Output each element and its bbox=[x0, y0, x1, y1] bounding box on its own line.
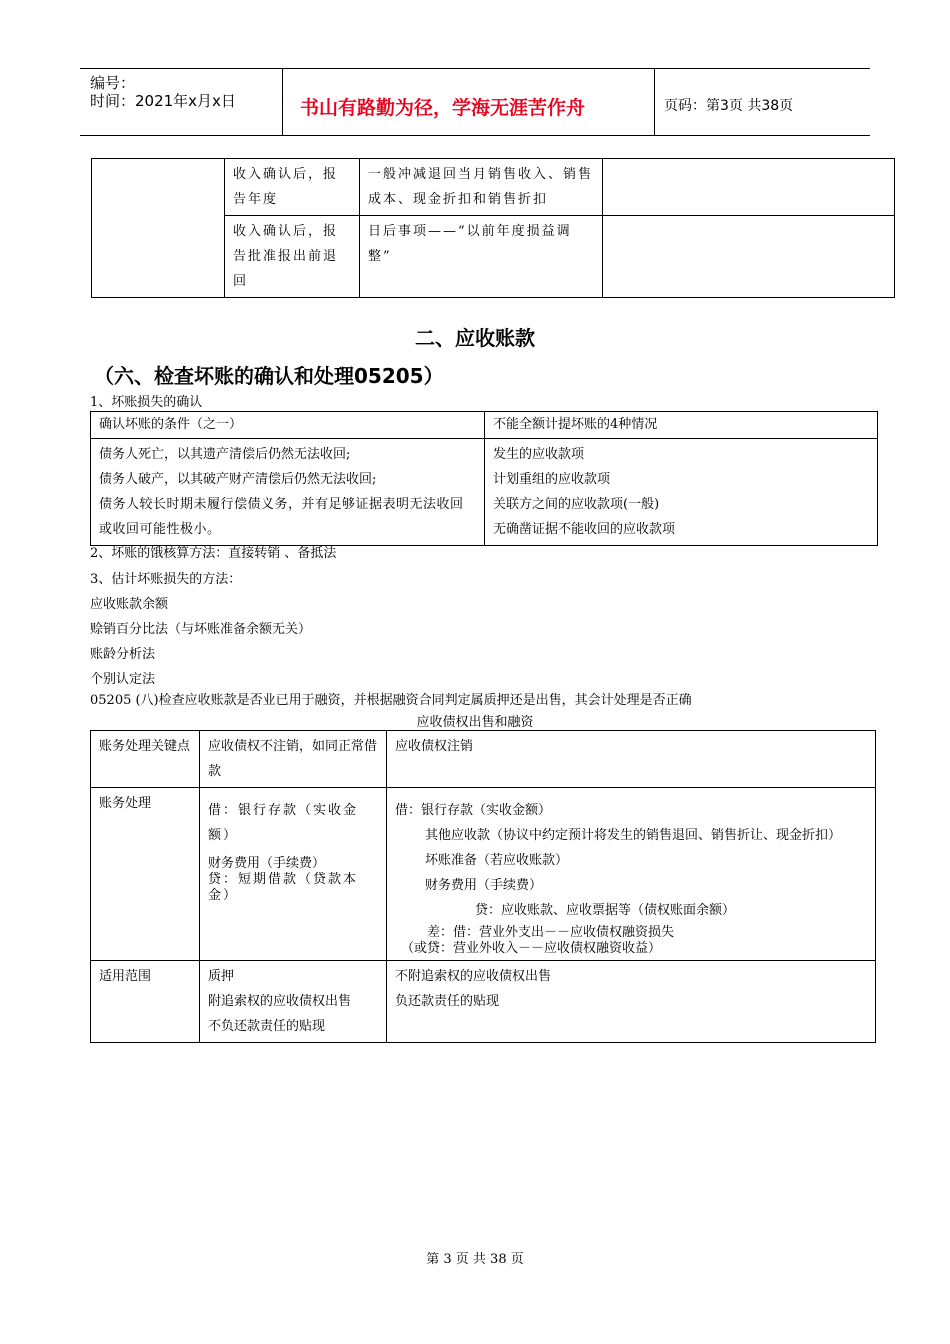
list-item: 计划重组的应收款项 bbox=[493, 472, 611, 487]
header-top-rule bbox=[80, 68, 870, 69]
table-cell: 收入确认后，报告批准报出前退回 bbox=[225, 216, 360, 298]
list-item: 关联方之间的应收款项(一般) bbox=[493, 497, 660, 512]
table-cell bbox=[603, 216, 895, 298]
table-cell: 适用范围 bbox=[91, 961, 200, 1043]
list-item: 借：银行存款（实收金额） bbox=[208, 803, 359, 843]
table-header: 账务处理关键点 bbox=[91, 731, 200, 788]
list-item: 不负还款责任的贴现 bbox=[208, 1019, 326, 1034]
section-subtitle: （六、检查坏账的确认和处理05205） bbox=[94, 364, 444, 388]
list-item: 财务费用（手续费） bbox=[208, 856, 326, 871]
header-divider bbox=[282, 68, 283, 135]
table-cell: 账务处理 bbox=[91, 788, 200, 961]
table-row bbox=[92, 159, 895, 216]
method-item: 账龄分析法 bbox=[90, 647, 156, 662]
table-row bbox=[91, 439, 878, 546]
header-motto: 书山有路勤为径，学海无涯苦作舟 bbox=[300, 97, 586, 119]
list-item: 附追索权的应收债权出售 bbox=[208, 994, 352, 1009]
table-cell bbox=[200, 788, 387, 961]
table-row bbox=[91, 961, 876, 1043]
method-item: 赊销百分比法（与坏账准备余额无关） bbox=[90, 622, 312, 637]
list-item: 贷：应收账款、应收票据等（债权账面余额） bbox=[475, 903, 736, 918]
table-cell bbox=[92, 159, 225, 298]
bad-debt-table bbox=[90, 411, 878, 546]
table-cell: 收入确认后，报告年度 bbox=[225, 159, 360, 216]
table-title: 应收债权出售和融资 bbox=[416, 715, 534, 730]
list-item: 发生的应收款项 bbox=[493, 447, 585, 462]
item-1: 1、坏账损失的确认 bbox=[90, 395, 203, 410]
table-header: 确认坏账的条件（之一） bbox=[91, 412, 485, 439]
page-indicator: 页码：第3页 共38页 bbox=[664, 98, 794, 114]
item-2: 2、坏账的饿核算方法：直接转销 、备抵法 bbox=[90, 546, 337, 561]
list-item: 其他应收款（协议中约定预计将发生的销售退回、销售折让、现金折扣） bbox=[425, 828, 842, 843]
table-row bbox=[91, 731, 876, 788]
table-cell: 一般冲减退回当月销售收入、销售成本、现金折扣和销售折扣 bbox=[360, 159, 603, 216]
table-cell bbox=[91, 439, 485, 546]
table-header: 应收债权不注销，如同正常借款 bbox=[200, 731, 387, 788]
table-cell bbox=[387, 788, 876, 961]
table-cell bbox=[603, 159, 895, 216]
table-row bbox=[91, 412, 878, 439]
doc-number-label: 编号： bbox=[90, 74, 136, 92]
item-3: 3、估计坏账损失的方法： bbox=[90, 572, 242, 587]
table-cell: 日后事项——“以前年度损益调整” bbox=[360, 216, 603, 298]
list-item: 差：借：营业外支出－－应收债权融资损失 bbox=[427, 925, 675, 940]
list-item: 债务人破产，以其破产财产清偿后仍然无法收回; bbox=[99, 472, 377, 487]
list-item: 质押 bbox=[208, 969, 235, 984]
list-item: 贷：短期借款（贷款本金） bbox=[208, 872, 359, 903]
list-item: 无确凿证据不能收回的应收款项 bbox=[493, 522, 676, 537]
method-item: 个别认定法 bbox=[90, 672, 156, 687]
section-title: 二、应收账款 bbox=[415, 326, 535, 350]
item-4: 05205 (八)检查应收账款是否业已用于融资，并根据融资合同判定属质押还是出售，其会计处理是否正确 bbox=[90, 693, 692, 708]
page-footer: 第 3 页 共 38 页 bbox=[426, 1252, 524, 1267]
table-header: 不能全额计提坏账的4种情况 bbox=[485, 412, 878, 439]
refund-table bbox=[91, 158, 895, 298]
list-item: 不附追索权的应收债权出售 bbox=[395, 969, 552, 984]
header-bottom-rule bbox=[80, 135, 870, 136]
doc-time-label: 时间：2021年x月x日 bbox=[90, 92, 236, 110]
list-item: 债务人较长时期未履行偿债义务，并有足够证据表明无法收回或收回可能性极小。 bbox=[99, 497, 464, 537]
list-item: （或贷：营业外收入－－应收债权融资收益） bbox=[401, 941, 662, 956]
list-item: 债务人死亡，以其遗产清偿后仍然无法收回; bbox=[99, 447, 351, 462]
table-cell bbox=[200, 961, 387, 1043]
table-header: 应收债权注销 bbox=[387, 731, 876, 788]
list-item: 负还款责任的贴现 bbox=[395, 994, 500, 1009]
table-cell bbox=[387, 961, 876, 1043]
receivable-financing-table bbox=[90, 730, 876, 1043]
table-row bbox=[91, 788, 876, 961]
header-divider bbox=[654, 68, 655, 135]
method-item: 应收账款余额 bbox=[90, 597, 169, 612]
table-cell bbox=[485, 439, 878, 546]
list-item: 借：银行存款（实收金额） bbox=[395, 803, 552, 818]
list-item: 坏账准备（若应收账款） bbox=[425, 853, 569, 868]
list-item: 财务费用（手续费） bbox=[425, 878, 543, 893]
